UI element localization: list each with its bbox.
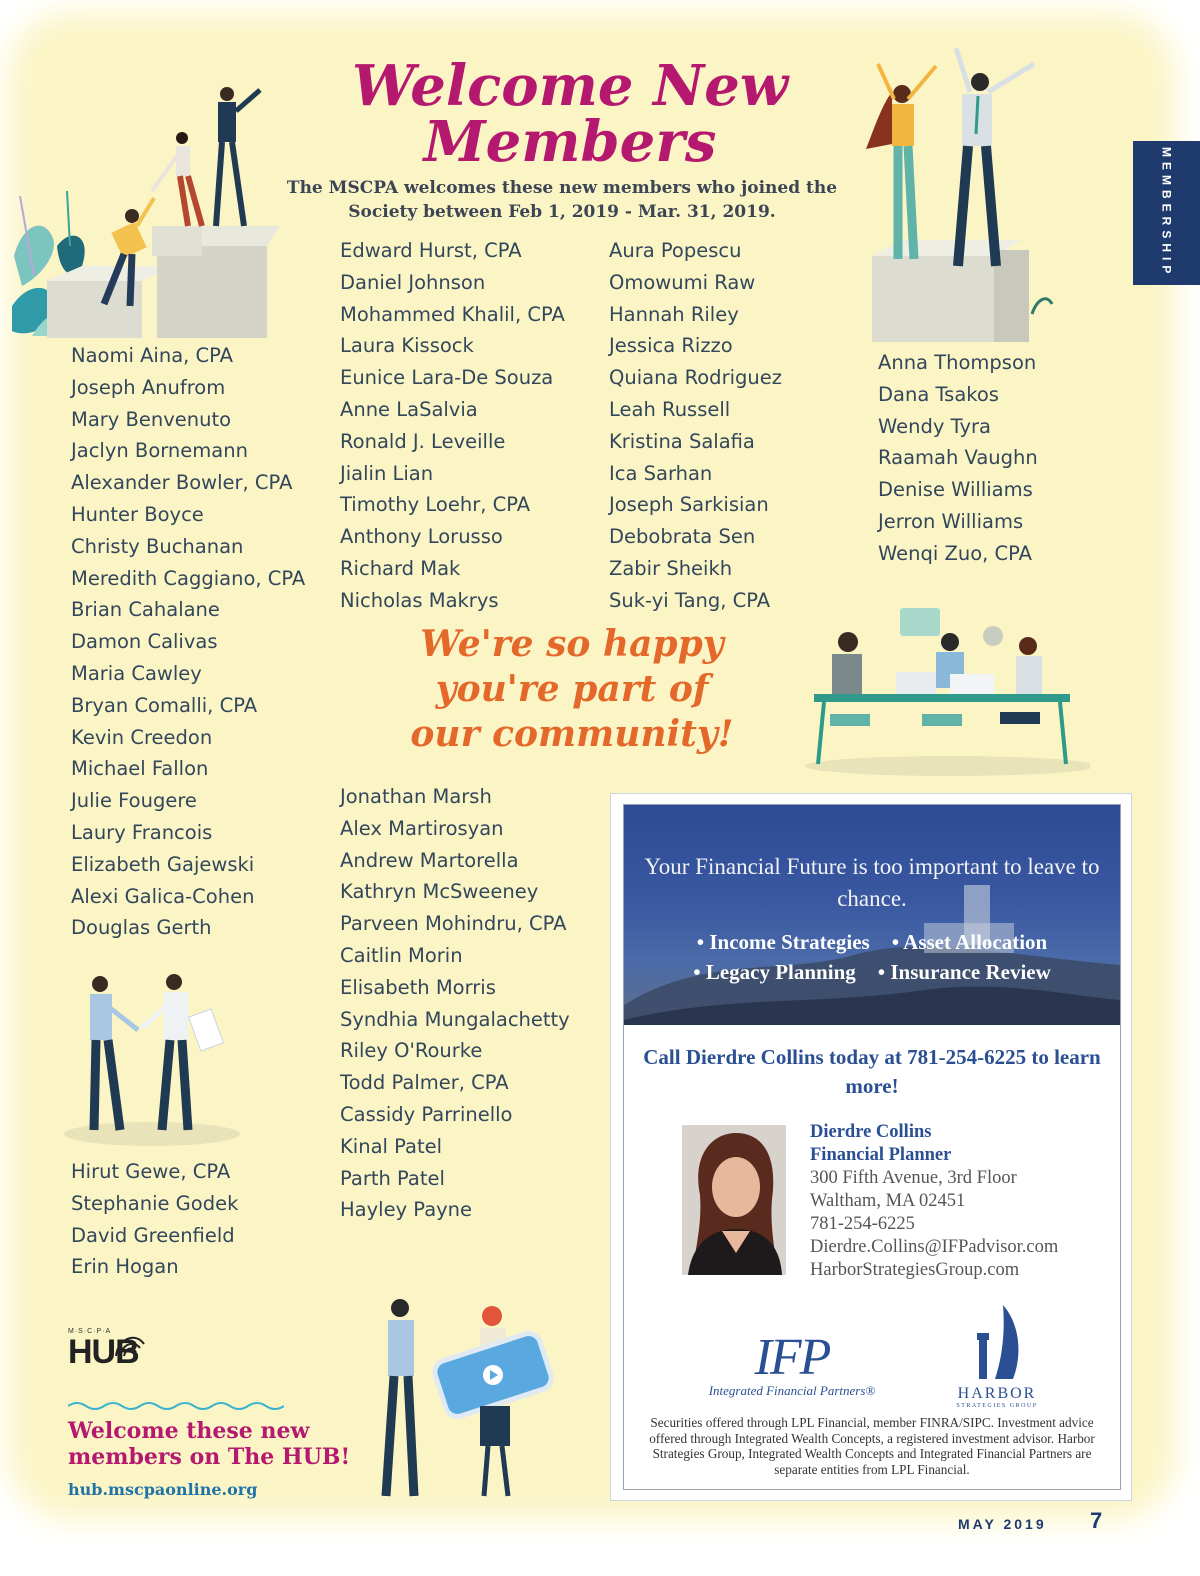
service-item: • Insurance Review xyxy=(877,960,1051,984)
member-name: Denise Williams xyxy=(878,478,1033,502)
member-name: Raamah Vaughn xyxy=(878,446,1038,470)
community-message: We're so happy you're part of our community! xyxy=(410,623,734,755)
member-name: Jaclyn Bornemann xyxy=(71,439,248,463)
member-name: Suk-yi Tang, CPA xyxy=(609,588,771,612)
member-name: Naomi Aina, CPA xyxy=(71,344,234,367)
member-name: Aura Popescu xyxy=(609,239,742,262)
member-list-col2b xyxy=(340,781,570,1226)
member-name: Alexander Bowler, CPA xyxy=(71,471,293,495)
member-name: Riley O'Rourke xyxy=(340,1039,483,1063)
handshake-illustration xyxy=(62,968,242,1148)
member-name: Joseph Anufrom xyxy=(71,375,226,399)
member-name: Kevin Creedon xyxy=(71,725,213,749)
member-name: Debobrata Sen xyxy=(609,525,756,549)
harbor-logo-sub: STRATEGIES GROUP xyxy=(956,1403,1038,1409)
member-name: Meredith Caggiano, CPA xyxy=(71,566,306,590)
member-name: Timothy Loehr, CPA xyxy=(340,493,531,517)
member-name: Alex Martirosyan xyxy=(340,816,504,840)
member-name: Ica Sarhan xyxy=(609,461,713,485)
advisor-name: Dierdre Collins xyxy=(810,1122,932,1142)
page-number: 7 xyxy=(1090,1508,1103,1533)
member-name: Elizabeth Gajewski xyxy=(71,852,255,876)
member-name: Alexi Galica-Cohen xyxy=(71,884,255,908)
meeting-illustration xyxy=(800,604,1090,776)
advisor-website[interactable]: HarborStrategiesGroup.com xyxy=(810,1260,1020,1280)
advisor-photo xyxy=(682,1125,786,1275)
member-name: Damon Calivas xyxy=(71,630,218,654)
member-list-col2a xyxy=(340,235,565,617)
member-name: Parth Patel xyxy=(340,1166,445,1190)
hub-link[interactable]: hub.mscpaonline.org xyxy=(68,1480,258,1499)
member-list-col1b xyxy=(71,1156,238,1283)
advisor-contact xyxy=(810,1121,1110,1282)
member-name: Leah Russell xyxy=(609,397,731,421)
section-tab xyxy=(1133,141,1200,285)
member-name: Quiana Rodriguez xyxy=(609,366,782,390)
member-name: Wenqi Zuo, CPA xyxy=(878,541,1033,565)
member-name: David Greenfield xyxy=(71,1223,235,1247)
member-name: Wendy Tyra xyxy=(878,414,991,438)
page-subtitle: The MSCPA welcomes these new members who joined the Society between Feb 1, 2019 - Mar. 31, 2019. xyxy=(286,178,838,222)
sail-icon xyxy=(967,1303,1027,1381)
member-name: Hirut Gewe, CPA xyxy=(71,1160,231,1183)
member-name: Joseph Sarkisian xyxy=(609,493,769,517)
hub-logo-small: M·S·C·P·A xyxy=(68,1328,112,1335)
member-name: Maria Cawley xyxy=(71,661,202,685)
ifp-logo-name: Integrated Financial Partners® xyxy=(708,1383,876,1398)
member-name: Hayley Payne xyxy=(340,1198,473,1222)
member-name: Jonathan Marsh xyxy=(340,785,492,808)
member-name: Anne LaSalvia xyxy=(340,397,478,421)
member-name: Syndhia Mungalachetty xyxy=(340,1007,570,1031)
ifp-logo xyxy=(692,1329,892,1399)
service-item: • Asset Allocation xyxy=(891,930,1048,954)
member-name: Jerron Williams xyxy=(878,509,1024,533)
member-name: Jessica Rizzo xyxy=(609,334,733,358)
member-name: Daniel Johnson xyxy=(340,270,486,294)
member-name: Bryan Comalli, CPA xyxy=(71,693,258,717)
service-item: • Income Strategies xyxy=(696,930,870,954)
member-name: Hannah Riley xyxy=(609,302,739,326)
member-name: Elisabeth Morris xyxy=(340,975,496,999)
member-name: Todd Palmer, CPA xyxy=(340,1071,509,1095)
member-name: Anthony Lorusso xyxy=(340,525,503,549)
harbor-logo xyxy=(942,1303,1052,1409)
ad-frame xyxy=(623,804,1121,1490)
advisor-email[interactable]: Dierdre.Collins@IFPadvisor.com xyxy=(810,1237,1059,1257)
wave-divider xyxy=(68,1400,284,1412)
member-name: Nicholas Makrys xyxy=(340,588,499,612)
advisor-phone: 781-254-6225 xyxy=(810,1214,915,1234)
member-name: Caitlin Morin xyxy=(340,943,463,967)
member-name: Edward Hurst, CPA xyxy=(340,239,522,262)
page-title: Welcome New Members xyxy=(351,53,789,175)
member-name: Douglas Gerth xyxy=(71,916,212,940)
ad-headline: Your Financial Future is too important to leave to chance. xyxy=(644,854,1100,911)
harbor-logo-name: HARBOR xyxy=(957,1385,1037,1402)
member-name: Laury Francois xyxy=(71,820,213,844)
member-name: Laura Kissock xyxy=(340,334,474,358)
ad-services xyxy=(624,927,1120,987)
member-name: Andrew Martorella xyxy=(340,848,519,872)
advisor-city: Waltham, MA 02451 xyxy=(810,1191,966,1211)
member-name: Hunter Boyce xyxy=(71,502,204,526)
member-name: Cassidy Parrinello xyxy=(340,1102,513,1126)
member-name: Stephanie Godek xyxy=(71,1191,239,1215)
member-name: Michael Fallon xyxy=(71,757,209,781)
service-item: • Legacy Planning xyxy=(693,960,856,984)
ad-banner xyxy=(624,805,1120,1025)
lighthouse-image xyxy=(624,805,1120,1025)
ad-call-to-action: Call Dierdre Collins today at 781-254-6225 to learn more! xyxy=(643,1045,1101,1098)
advisor-title: Financial Planner xyxy=(810,1145,952,1165)
member-name: Kristina Salafia xyxy=(609,429,755,453)
ifp-logo-mark: IFP xyxy=(754,1329,830,1386)
hub-welcome-text: Welcome these new members on The HUB! xyxy=(68,1418,351,1470)
member-name: Kathryn McSweeney xyxy=(340,880,539,904)
mobile-video-illustration xyxy=(368,1296,564,1506)
member-name: Jialin Lian xyxy=(340,461,434,485)
member-name: Mohammed Khalil, CPA xyxy=(340,302,565,326)
member-name: Erin Hogan xyxy=(71,1255,179,1279)
member-name: Parveen Mohindru, CPA xyxy=(340,912,567,936)
member-name: Mary Benvenuto xyxy=(71,407,232,431)
hub-logo-text: HUB xyxy=(68,1333,139,1371)
advertisement xyxy=(610,793,1132,1501)
member-name: Omowumi Raw xyxy=(609,270,756,294)
member-name: Anna Thompson xyxy=(878,351,1037,374)
member-name: Zabir Sheikh xyxy=(609,556,733,580)
member-name: Eunice Lara-De Souza xyxy=(340,366,554,390)
teamwork-illustration xyxy=(12,76,282,338)
celebration-illustration xyxy=(862,44,1062,344)
member-name: Kinal Patel xyxy=(340,1134,443,1158)
member-name: Brian Cahalane xyxy=(71,598,220,622)
member-list-col3 xyxy=(609,235,782,617)
issue-date: MAY 2019 xyxy=(958,1516,1047,1532)
member-list-col4 xyxy=(878,347,1038,570)
advisor-address: 300 Fifth Avenue, 3rd Floor xyxy=(810,1168,1017,1188)
member-name: Dana Tsakos xyxy=(878,382,999,406)
member-name: Christy Buchanan xyxy=(71,534,244,558)
ad-disclaimer: Securities offered through LPL Financial, member FINRA/SIPC. Investment advice offered through Integrated Wealth Concepts, a registered investment advisor. Harbor Strategies Group, Integrated Wealth Concepts and Integrated Financial Partners are separate entities from LPL Financial. xyxy=(649,1415,1095,1477)
member-name: Julie Fougere xyxy=(71,789,197,813)
hub-sunburst-icon xyxy=(114,1326,146,1364)
member-name: Richard Mak xyxy=(340,556,461,580)
section-tab-label: MEMBERSHIP xyxy=(1159,147,1174,279)
member-list-col1a xyxy=(71,340,305,944)
member-name: Ronald J. Leveille xyxy=(340,429,506,453)
